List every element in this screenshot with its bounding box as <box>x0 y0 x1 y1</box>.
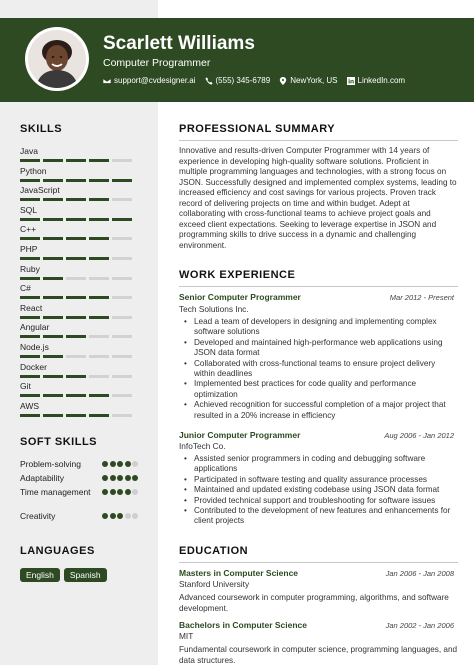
skills-heading: SKILLS <box>20 123 63 135</box>
skill-level-segment <box>112 277 132 280</box>
job-company: InfoTech Co. <box>179 441 226 451</box>
language-badge: Spanish <box>64 568 107 582</box>
skill-level-segment <box>20 198 40 201</box>
skill-level-segment <box>43 375 63 378</box>
skill-level-segment <box>20 277 40 280</box>
summary-text: Innovative and results-driven Computer Programmer with 14 years of experience in developing high-quality software solutions. Proficient in multiple programming languages and technologies, with a strong focus on JSON. Successfully designed and implemented complex systems, leading to increased efficiency and cost savings for various projects. Proven track record of delivering projects on time and within budget. Adept at collaborating with cross-functional teams to achieve project goals and exceed client expectations. Seeking to leverage expertise in JSON and programming skills to drive success in a dynamic and challenging environment. <box>179 146 457 250</box>
linkedin-icon <box>347 77 355 85</box>
skill-level-segment <box>20 218 40 221</box>
job-header <box>179 292 454 302</box>
rating-dot <box>125 461 131 467</box>
soft-skill-rating <box>101 461 139 470</box>
skill-level-segment <box>89 159 109 162</box>
skill-level-segment <box>43 414 63 417</box>
skill-item <box>20 224 138 240</box>
skill-level-segment <box>89 198 109 201</box>
contact-phone[interactable] <box>205 76 271 85</box>
list-item: • Developed and maintained high-performance web applications using JSON data format <box>184 338 458 359</box>
rating-dot <box>117 489 123 495</box>
rating-dot <box>132 461 138 467</box>
skill-level-segment <box>112 237 132 240</box>
job-title: Junior Computer Programmer <box>179 430 301 440</box>
skill-level-segment <box>66 414 86 417</box>
skill-level-segment <box>20 375 40 378</box>
list-item: • Assisted senior programmers in coding and debugging software applications <box>184 454 458 475</box>
soft-skills-heading: SOFT SKILLS <box>20 436 97 448</box>
list-item: • Achieved recognition for successful completion of a major project that resulted in a 20% increase in efficiency <box>184 400 458 421</box>
skill-item <box>20 264 138 280</box>
list-item: • Collaborated with cross-functional teams to ensure project delivery within deadlines <box>184 359 458 380</box>
degree-dates: Jan 2002 - Jan 2006 <box>385 621 454 630</box>
school-name: Stanford University <box>179 579 250 589</box>
section-divider <box>179 140 458 141</box>
soft-skill-item <box>20 487 138 498</box>
linkedin-text: LinkedIn.com <box>357 76 406 85</box>
skill-level-bar <box>20 335 138 338</box>
skill-level-segment <box>43 394 63 397</box>
skill-name: Python <box>20 165 47 176</box>
languages-heading: LANGUAGES <box>20 545 95 557</box>
skill-item <box>20 146 138 162</box>
soft-skill-name: Adaptability <box>20 473 64 483</box>
section-divider <box>179 562 458 563</box>
skill-name: C++ <box>20 224 37 235</box>
location-pin-icon <box>279 77 287 85</box>
location-text: NewYork, US <box>290 76 338 85</box>
list-item: • Contributed to the development of new features and enhancements for client projects <box>184 506 458 527</box>
skill-level-segment <box>66 198 86 201</box>
list-item: • Participated in software testing and quality assurance processes <box>184 475 458 485</box>
skill-level-segment <box>66 375 86 378</box>
skill-level-segment <box>66 237 86 240</box>
skill-item <box>20 166 138 182</box>
skill-level-segment <box>43 179 63 182</box>
rating-dot <box>102 475 108 481</box>
list-item: • Maintained and updated existing codebase using JSON data format <box>184 485 458 495</box>
skill-level-bar <box>20 218 138 221</box>
list-item: • Lead a team of developers in designing and implementing complex software solutions <box>184 317 458 338</box>
skill-name: Git <box>20 381 31 392</box>
skill-level-segment <box>66 316 86 319</box>
skill-name: C# <box>20 283 31 294</box>
skill-level-segment <box>43 355 63 358</box>
skill-level-segment <box>89 179 109 182</box>
contact-linkedin[interactable] <box>347 76 406 85</box>
skill-level-segment <box>20 179 40 182</box>
skill-level-segment <box>66 257 86 260</box>
soft-skill-item <box>20 511 138 522</box>
skill-name: Node.js <box>20 342 49 352</box>
skill-level-segment <box>20 159 40 162</box>
contact-row <box>103 76 414 85</box>
skill-level-segment <box>43 237 63 240</box>
skill-level-segment <box>66 394 86 397</box>
skill-level-segment <box>112 375 132 378</box>
skill-level-bar <box>20 296 138 299</box>
skill-level-segment <box>43 218 63 221</box>
skill-level-segment <box>112 316 132 319</box>
skill-level-bar <box>20 414 138 417</box>
degree-title: Bachelors in Computer Science <box>179 620 308 630</box>
rating-dot <box>117 513 123 519</box>
skill-name: Java <box>20 146 38 156</box>
rating-dot <box>125 475 131 481</box>
skill-level-segment <box>43 296 63 299</box>
skill-level-segment <box>89 218 109 221</box>
skill-level-bar <box>20 316 138 319</box>
rating-dot <box>125 489 131 495</box>
skill-level-segment <box>89 335 109 338</box>
contact-email[interactable] <box>103 76 196 85</box>
soft-skill-name: Creativity <box>20 511 56 521</box>
skill-item <box>20 362 138 378</box>
soft-skill-rating <box>101 513 139 522</box>
rating-dot <box>110 461 116 467</box>
skill-level-segment <box>20 394 40 397</box>
skill-level-segment <box>112 296 132 299</box>
rating-dot <box>117 475 123 481</box>
school-name: MIT <box>179 631 194 641</box>
skill-level-segment <box>43 277 63 280</box>
rating-dot <box>125 513 131 519</box>
skill-level-segment <box>20 316 40 319</box>
language-badge: English <box>20 568 60 582</box>
skill-level-bar <box>20 257 138 260</box>
soft-skill-name: Time management <box>20 487 91 497</box>
avatar-photo <box>28 30 86 88</box>
education-heading: EDUCATION <box>179 545 249 557</box>
skill-level-segment <box>43 198 63 201</box>
summary-heading: PROFESSIONAL SUMMARY <box>179 123 336 135</box>
skill-level-segment <box>43 257 63 260</box>
skill-level-bar <box>20 159 138 162</box>
degree-dates: Jan 2006 - Jan 2008 <box>385 569 454 578</box>
skill-item <box>20 205 138 221</box>
phone-icon <box>205 77 213 85</box>
education-header <box>179 620 454 630</box>
skill-level-segment <box>89 414 109 417</box>
skill-level-segment <box>20 296 40 299</box>
skill-item <box>20 342 138 358</box>
skill-level-bar <box>20 237 138 240</box>
skill-item <box>20 283 138 299</box>
skill-item <box>20 401 138 417</box>
rating-dot <box>132 475 138 481</box>
skill-item <box>20 185 138 201</box>
skill-level-bar <box>20 394 138 397</box>
job-title: Senior Computer Programmer <box>179 292 301 302</box>
list-item: • Provided technical support and troubleshooting for software issues <box>184 496 458 506</box>
avatar <box>25 27 89 91</box>
list-item: • Implemented best practices for code quality and performance optimization <box>184 379 458 400</box>
skill-level-segment <box>112 159 132 162</box>
skill-level-segment <box>20 237 40 240</box>
rating-dot <box>132 513 138 519</box>
skill-level-bar <box>20 179 138 182</box>
skill-level-segment <box>20 257 40 260</box>
rating-dot <box>102 461 108 467</box>
skill-level-segment <box>112 179 132 182</box>
skill-level-segment <box>43 316 63 319</box>
skill-item <box>20 381 138 397</box>
phone-text: (555) 345-6789 <box>215 76 271 85</box>
skill-name: SQL <box>20 204 38 215</box>
soft-skill-item <box>20 459 138 470</box>
skill-level-segment <box>112 414 132 417</box>
skill-level-segment <box>112 257 132 260</box>
skill-level-segment <box>20 355 40 358</box>
skill-name: Angular <box>20 322 50 333</box>
rating-dot <box>110 475 116 481</box>
skill-level-segment <box>112 394 132 397</box>
skill-item <box>20 303 138 319</box>
degree-title: Masters in Computer Science <box>179 568 299 578</box>
candidate-title: Computer Programmer <box>103 57 211 69</box>
skill-level-segment <box>89 296 109 299</box>
rating-dot <box>102 489 108 495</box>
soft-skill-rating <box>101 475 139 484</box>
skill-level-segment <box>43 335 63 338</box>
rating-dot <box>110 513 116 519</box>
degree-description: Advanced coursework in computer programming, algorithms, and software development. <box>179 593 449 613</box>
experience-heading: WORK EXPERIENCE <box>179 269 296 281</box>
skill-level-segment <box>66 218 86 221</box>
job-dates: Aug 2006 - Jan 2012 <box>384 431 454 440</box>
skill-item <box>20 244 138 260</box>
education-header <box>179 568 454 578</box>
skill-level-bar <box>20 198 138 201</box>
skill-name: Docker <box>20 361 47 372</box>
rating-dot <box>117 461 123 467</box>
skill-level-segment <box>112 198 132 201</box>
job-bullets <box>184 317 458 421</box>
skill-level-bar <box>20 277 138 280</box>
skill-name: PHP <box>20 244 38 254</box>
skill-level-segment <box>66 355 86 358</box>
skill-level-segment <box>89 277 109 280</box>
skill-level-segment <box>66 335 86 338</box>
degree-description: Fundamental coursework in computer science, programming languages, and data structures. <box>179 645 458 665</box>
skill-level-segment <box>89 316 109 319</box>
job-company: Tech Solutions Inc. <box>179 304 249 314</box>
email-text: support@cvdesigner.ai <box>114 76 196 85</box>
rating-dot <box>132 489 138 495</box>
languages-list <box>20 568 111 582</box>
skill-level-segment <box>89 237 109 240</box>
skill-name: AWS <box>20 400 40 411</box>
skill-level-segment <box>89 375 109 378</box>
contact-location <box>279 76 337 85</box>
envelope-icon <box>103 77 111 85</box>
skill-level-segment <box>20 414 40 417</box>
skill-level-segment <box>112 335 132 338</box>
section-divider <box>179 286 458 287</box>
skill-level-segment <box>66 179 86 182</box>
soft-skill-rating <box>101 489 139 498</box>
skill-item <box>20 322 138 338</box>
skill-level-segment <box>89 394 109 397</box>
skill-level-segment <box>66 296 86 299</box>
rating-dot <box>110 489 116 495</box>
job-header <box>179 430 454 440</box>
skill-level-segment <box>43 159 63 162</box>
skill-name: React <box>20 302 43 313</box>
skill-level-segment <box>66 277 86 280</box>
skill-level-segment <box>89 257 109 260</box>
skill-level-bar <box>20 355 138 358</box>
soft-skill-name: Problem-solving <box>20 459 81 469</box>
skill-level-segment <box>20 335 40 338</box>
soft-skill-item <box>20 473 138 484</box>
job-bullets <box>184 454 458 527</box>
job-dates: Mar 2012 - Present <box>389 293 454 302</box>
skill-level-segment <box>112 355 132 358</box>
skill-level-segment <box>112 218 132 221</box>
skill-level-segment <box>89 355 109 358</box>
skill-name: Ruby <box>20 263 40 274</box>
skill-level-bar <box>20 375 138 378</box>
skill-name: JavaScript <box>20 185 60 196</box>
candidate-name: Scarlett Williams <box>103 33 255 54</box>
rating-dot <box>102 513 108 519</box>
skill-level-segment <box>66 159 86 162</box>
